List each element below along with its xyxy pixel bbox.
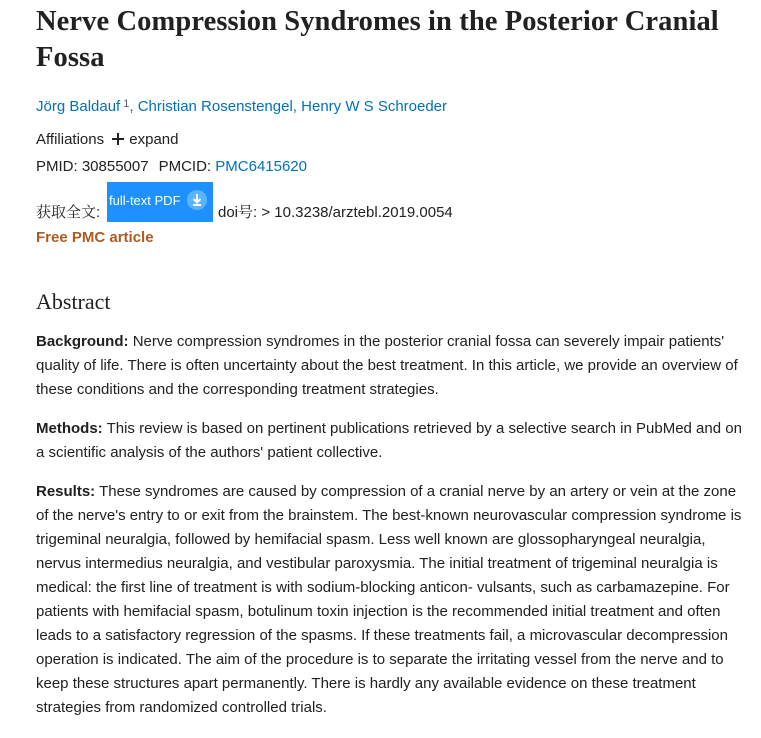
abstract-background [36,330,752,402]
abstract-methods [36,417,752,465]
section-text: These syndromes are caused by compression of a cranial nerve by an artery or vein at the zone of the nerve's entry to or exit from the brainstem. The best-known neurovascular compression syndrome is trigeminal neuralgia, followed by hemifacial spasm. Less well known are glossopharyngeal neuralgia, nervus intermedius neuralgia, and vestibular paroxysmia. The initial treatment of trigeminal neuralgia is medical: the first line of treatment is with sodium-blocking anticon- vulsants, such as carbamazepine. For patients with hemifacial spasm, botulinum toxin injection is the recommended initial treatment and often leads to a satisfactory regression of the spasms. If these treatments fail, a microvascular decompression operation is indicated. The aim of the procedure is to separate the irritating vessel from the nerve and to keep these structures apart permanently. There is hardly any available evidence on these treatment strategies from randomized controlled trials. [36,483,742,716]
section-text: Nerve compression syndromes in the posterior cranial fossa can severely impair patients' quality of life. There is often uncertainty about the best treatment. In this article, we provide an overview of these conditions and the corresponding treatment strategies. [36,333,738,398]
free-pmc-article-badge[interactable]: Free PMC article [36,229,154,246]
section-label: Methods: [36,420,103,437]
affiliations-row [36,130,752,150]
pdf-button-label: full-text PDF [109,193,181,208]
expand-label: expand [129,131,179,148]
section-text: This review is based on pertinent publications retrieved by a selective search in PubMed and on a scientific analysis of the authors' patient collective. [36,420,742,461]
author-link[interactable]: Henry W S Schroeder [301,98,448,115]
abstract-heading: Abstract [36,289,111,314]
affiliation-ref[interactable]: 1 [123,98,130,110]
doi-label: doi号: [218,204,262,221]
pmcid-link[interactable]: PMC6415620 [215,158,307,175]
fulltext-row [36,182,752,222]
fulltext-label: 获取全文: [36,204,101,221]
pmid-label: PMID: [36,158,82,175]
abstract-results [36,480,752,720]
author-separator: , [292,98,302,115]
full-text-pdf-button[interactable] [107,182,213,222]
article-page [36,0,752,735]
author-separator: , [129,98,138,115]
author-link[interactable]: Jörg Baldauf [36,98,121,115]
article-title: Nerve Compression Syndromes in the Posterior Cranial Fossa [36,6,719,73]
plus-icon [112,133,124,145]
section-label: Background: [36,333,129,350]
pmcid-label: PMCID: [158,158,216,175]
doi-row [218,203,453,223]
affiliations-label: Affiliations [36,131,105,148]
author-link[interactable]: Christian Rosenstengel [137,98,293,115]
download-icon [187,190,207,210]
expand-affiliations-button[interactable] [112,130,178,150]
doi-value[interactable]: > 10.3238/arztebl.2019.0054 [261,204,453,221]
section-label: Results: [36,483,96,500]
author-list [36,97,752,117]
pmid-value: 30855007 [81,158,149,175]
identifiers-row [36,157,752,177]
